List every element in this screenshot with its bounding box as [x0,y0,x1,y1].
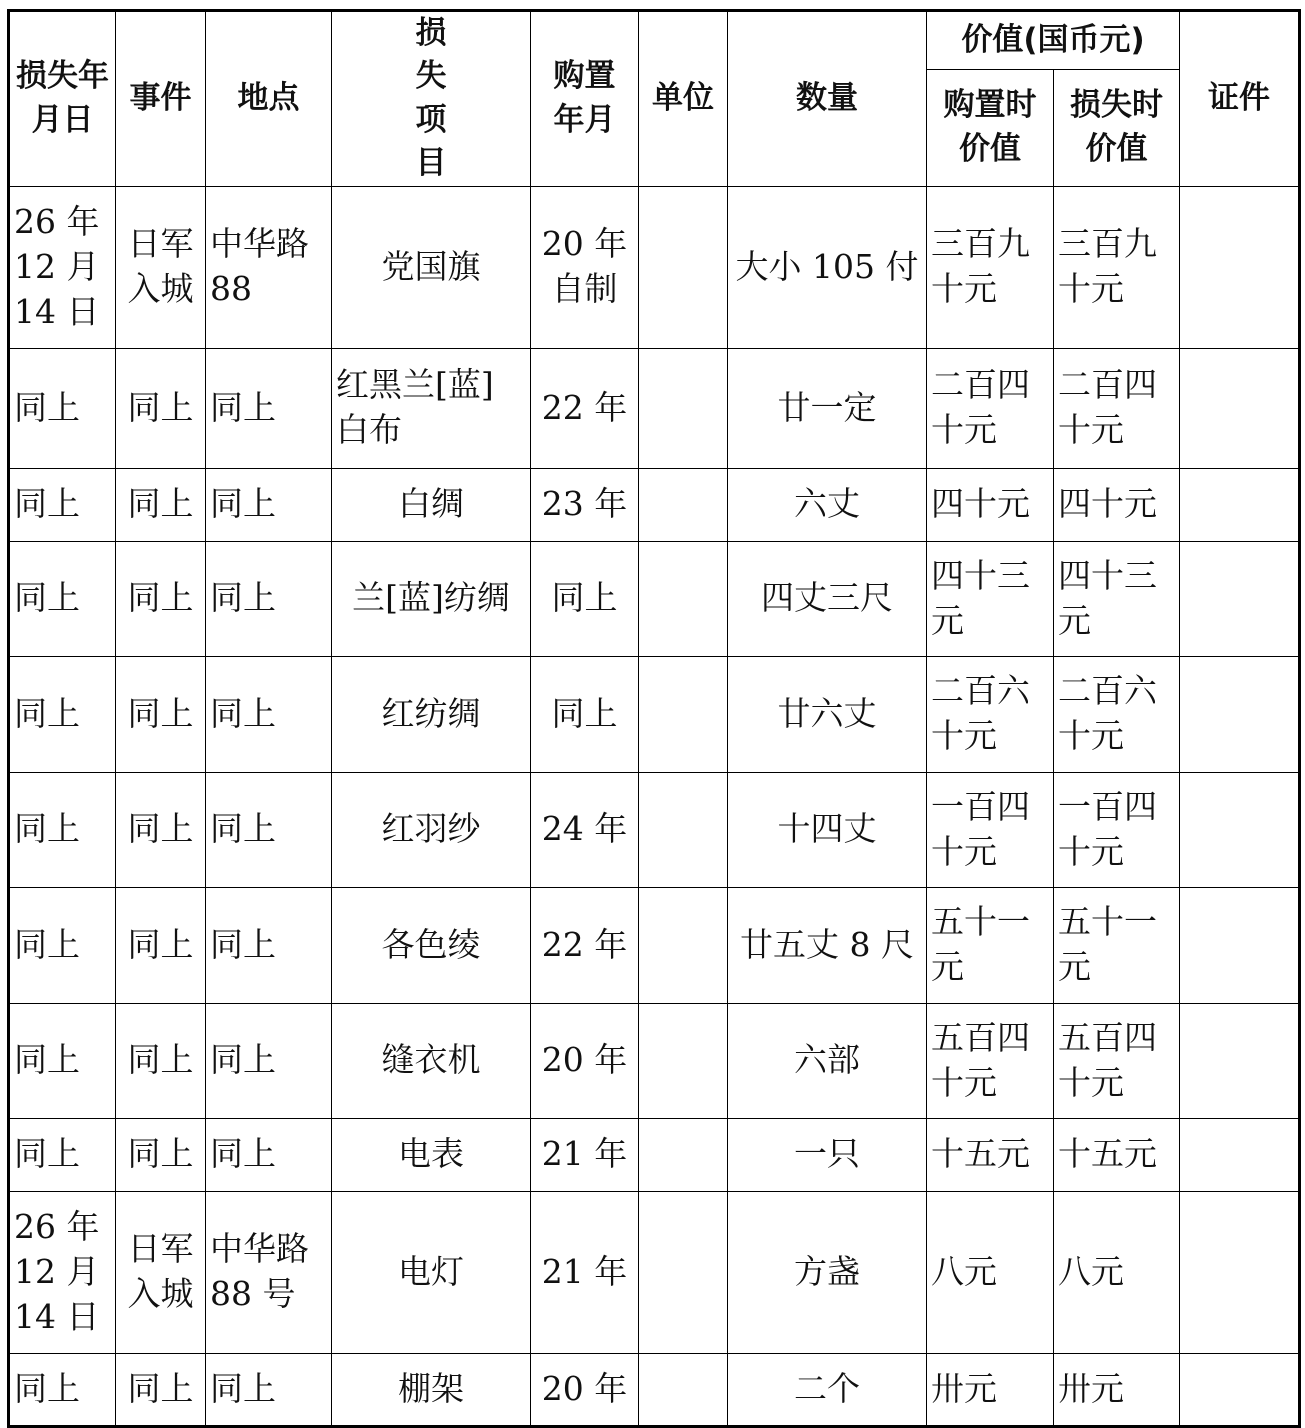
cell-proof [1180,1003,1300,1118]
cell-purchase-date: 20 年自制 [531,186,639,348]
cell-event: 同上 [116,541,206,656]
cell-unit [639,887,728,1003]
cell-item: 红羽纱 [332,772,531,887]
cell-value-at-purchase: 三百九十元 [927,186,1054,348]
cell-item: 红黑兰[蓝]白布 [332,348,531,468]
header-event: 事件 [116,11,206,187]
cell-place: 同上 [206,541,332,656]
cell-proof [1180,1353,1300,1426]
cell-event: 日军入城 [116,1191,206,1353]
cell-place: 同上 [206,887,332,1003]
cell-date: 26 年 12 月 14 日 [9,186,116,348]
table-row [9,1003,1300,1118]
cell-event: 同上 [116,1353,206,1426]
cell-place: 中华路88 号 [206,1191,332,1353]
table-row [9,887,1300,1003]
cell-proof [1180,772,1300,887]
cell-unit [639,1003,728,1118]
cell-place: 同上 [206,1353,332,1426]
header-loss-date: 损失年月日 [9,11,116,187]
cell-unit [639,541,728,656]
cell-purchase-date: 23 年 [531,468,639,541]
cell-quantity: 六丈 [728,468,927,541]
cell-value-at-loss: 二百六十元 [1054,656,1180,772]
cell-proof [1180,468,1300,541]
cell-unit [639,348,728,468]
cell-value-at-purchase: 五十一元 [927,887,1054,1003]
cell-item: 红纺绸 [332,656,531,772]
cell-item: 缝衣机 [332,1003,531,1118]
cell-proof [1180,541,1300,656]
cell-purchase-date: 同上 [531,541,639,656]
cell-value-at-loss: 一百四十元 [1054,772,1180,887]
cell-quantity: 六部 [728,1003,927,1118]
header-unit: 单位 [639,11,728,187]
cell-unit [639,1118,728,1191]
cell-proof [1180,1118,1300,1191]
table-body [9,186,1300,1426]
table-row [9,656,1300,772]
cell-place: 同上 [206,1118,332,1191]
loss-report-table [7,9,1301,1428]
cell-date: 同上 [9,887,116,1003]
cell-unit [639,772,728,887]
cell-event: 同上 [116,348,206,468]
cell-item: 电灯 [332,1191,531,1353]
cell-quantity: 廿六丈 [728,656,927,772]
cell-unit [639,468,728,541]
cell-quantity: 二个 [728,1353,927,1426]
cell-date: 同上 [9,468,116,541]
cell-quantity: 大小 105 付 [728,186,927,348]
cell-value-at-purchase: 卅元 [927,1353,1054,1426]
cell-value-at-loss: 三百九十元 [1054,186,1180,348]
cell-proof [1180,1191,1300,1353]
cell-date: 同上 [9,1118,116,1191]
cell-event: 同上 [116,772,206,887]
cell-place: 同上 [206,468,332,541]
cell-value-at-purchase: 二百四十元 [927,348,1054,468]
cell-date: 同上 [9,772,116,887]
cell-unit [639,1353,728,1426]
cell-purchase-date: 21 年 [531,1191,639,1353]
cell-value-at-loss: 四十三元 [1054,541,1180,656]
cell-event: 同上 [116,887,206,1003]
cell-event: 同上 [116,468,206,541]
table-row [9,1191,1300,1353]
cell-date: 同上 [9,348,116,468]
table-row [9,541,1300,656]
cell-event: 同上 [116,1003,206,1118]
cell-proof [1180,887,1300,1003]
cell-date: 同上 [9,541,116,656]
cell-item: 党国旗 [332,186,531,348]
cell-value-at-purchase: 四十元 [927,468,1054,541]
cell-value-at-purchase: 二百六十元 [927,656,1054,772]
cell-item: 电表 [332,1118,531,1191]
cell-value-at-loss: 卅元 [1054,1353,1180,1426]
cell-value-at-loss: 五百四十元 [1054,1003,1180,1118]
cell-proof [1180,656,1300,772]
table-row [9,348,1300,468]
cell-value-at-purchase: 八元 [927,1191,1054,1353]
header-proof: 证件 [1180,11,1300,187]
cell-quantity: 廿五丈 8 尺 [728,887,927,1003]
cell-purchase-date: 20 年 [531,1003,639,1118]
cell-quantity: 方盏 [728,1191,927,1353]
cell-value-at-loss: 八元 [1054,1191,1180,1353]
cell-event: 日军入城 [116,186,206,348]
cell-value-at-loss: 四十元 [1054,468,1180,541]
cell-place: 同上 [206,772,332,887]
header-value-group: 价值(国币元) [927,11,1180,70]
cell-item: 兰[蓝]纺绸 [332,541,531,656]
table-row [9,1353,1300,1426]
header-purchase-date: 购置年月 [531,11,639,187]
cell-proof [1180,348,1300,468]
cell-item: 各色绫 [332,887,531,1003]
cell-date: 26 年 12 月 14 日 [9,1191,116,1353]
cell-value-at-loss: 二百四十元 [1054,348,1180,468]
cell-proof [1180,186,1300,348]
header-loss-item: 损失项目 [332,11,531,187]
cell-value-at-purchase: 四十三元 [927,541,1054,656]
header-value-at-loss: 损失时价值 [1054,69,1180,186]
cell-value-at-purchase: 一百四十元 [927,772,1054,887]
header-quantity: 数量 [728,11,927,187]
cell-unit [639,186,728,348]
header-place: 地点 [206,11,332,187]
cell-date: 同上 [9,1353,116,1426]
cell-place: 中华路88 [206,186,332,348]
cell-purchase-date: 24 年 [531,772,639,887]
cell-date: 同上 [9,656,116,772]
cell-place: 同上 [206,1003,332,1118]
table-row [9,468,1300,541]
cell-purchase-date: 22 年 [531,348,639,468]
cell-place: 同上 [206,348,332,468]
cell-item: 白绸 [332,468,531,541]
table-row [9,186,1300,348]
cell-purchase-date: 20 年 [531,1353,639,1426]
cell-value-at-loss: 五十一元 [1054,887,1180,1003]
table-row [9,1118,1300,1191]
cell-purchase-date: 21 年 [531,1118,639,1191]
table-row [9,772,1300,887]
cell-place: 同上 [206,656,332,772]
cell-unit [639,656,728,772]
cell-event: 同上 [116,656,206,772]
cell-quantity: 十四丈 [728,772,927,887]
cell-purchase-date: 22 年 [531,887,639,1003]
cell-quantity: 廿一定 [728,348,927,468]
cell-value-at-loss: 十五元 [1054,1118,1180,1191]
cell-item: 棚架 [332,1353,531,1426]
cell-value-at-purchase: 十五元 [927,1118,1054,1191]
cell-purchase-date: 同上 [531,656,639,772]
cell-quantity: 四丈三尺 [728,541,927,656]
cell-value-at-purchase: 五百四十元 [927,1003,1054,1118]
header-value-at-purchase: 购置时价值 [927,69,1054,186]
cell-unit [639,1191,728,1353]
cell-date: 同上 [9,1003,116,1118]
cell-event: 同上 [116,1118,206,1191]
cell-quantity: 一只 [728,1118,927,1191]
